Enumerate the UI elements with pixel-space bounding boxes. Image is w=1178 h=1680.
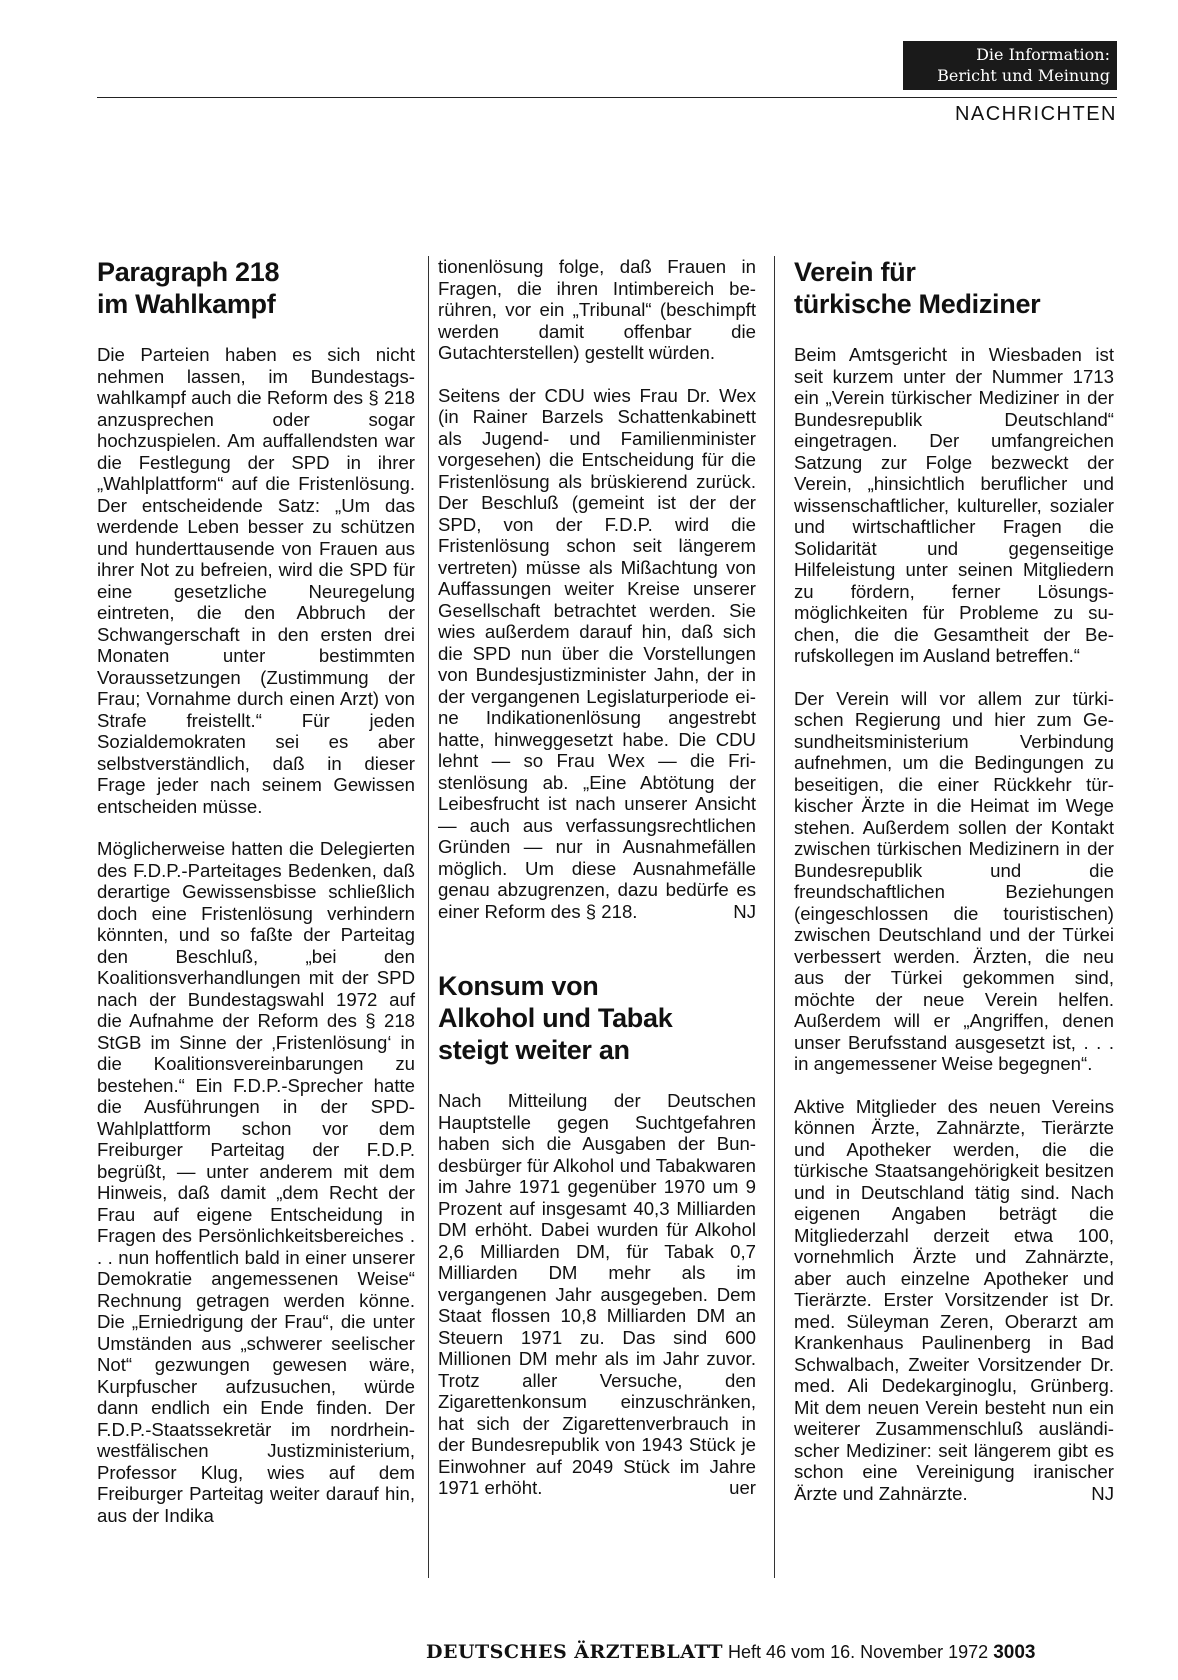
article1-paragraph-4-text: Seitens der CDU wies Frau Dr. Wex (in Rainer Barzels Schattenkabinett als Jugend- und Familienminister vorgesehen) die Entscheidung für die Fristenlösung als brüskierend zurück. Der Beschluß (gemeint ist der der SPD, von der F.D.P. wird die Fristenlösung schon seit längerem vertreten) müsse als Mißachtung von Auffassungen weiter Kreise unserer Gesellschaft betrachtet werden. Sie wies außerdem darauf hin, daß sich die SPD nun über die Vorstellungen von Bundesjustizminister Jahn, der in der vergangenen Legislaturperiode eine Indikationenlösung angestrebt hatte, hinweggesetzt habe. Die CDU lehnt — so Frau Wex — die Fristenlösung ab. „Eine Abtötung der Leibesfrucht ist nach unserer Ansicht — auch aus verfassungsrechtlichen Gründen — nur in Ausnahmefällen möglich. Um diese Ausnahmefälle genau abzugrenzen, dazu bedürfe es einer Reform des § 218. (438, 384, 756, 922)
column-3 (794, 256, 1114, 1525)
article2-signature: uer (729, 1477, 756, 1498)
article3-paragraph-2: Der Verein will vor allem zur türkischen Regierung und hier zum Gesundheitsministerium Verbindung aufnehmen, um die Bedingungen zu beseitigen, die einer Rückkehr türkischer Ärzte in die Heimat im Wege stehen. Außerdem sollen der Kontakt zwischen türkischen Medizinern in der Bundesrepublik und die freundschaftlichen Beziehungen (eingeschlossen die touristischen) zwischen Deutschland und der Türkei verbessert werden. Ärzten, die neu aus der Türkei gekommen sind, möchte der neue Verein helfen. Außerdem will er „Angriffen, denen unser Berufsstand ausgesetzt ist, . . . in angemessener Weise begegnen“. (794, 687, 1114, 1074)
article3-paragraph-3-text: Aktive Mitglieder des neuen Vereins können Ärzte, Zahnärzte, Tierärzte und Apotheker werden, die die türkische Staatsangehörigkeit besitzen und in Deutschland tätig sind. Nach eigenen Angaben beträgt die Mitgliederzahl derzeit etwa 100, vornehmlich Ärzte und Zahnärzte, aber auch einzelne Apotheker und Tierärzte. Erster Vorsitzender ist Dr. med. Süleyman Zeren, Oberarzt am Krankenhaus Paulinenberg in Bad Schwalbach, Zweiter Vorsitzender Dr. med. Ali Dedekarginoglu, Grünberg. Mit dem neuen Verein besteht nun ein weiterer Zusammenschluß ausländischer Mediziner: seit längerem gibt es schon eine Vereinigung iranischer Ärzte und Zahnärzte. (794, 1095, 1114, 1504)
article2-title-line3: steigt weiter an (438, 1035, 630, 1065)
header-label-line2: Bericht und Meinung (937, 66, 1110, 85)
column-divider-1 (428, 256, 429, 1578)
article3-title-line2: türkische Mediziner (794, 289, 1041, 319)
article3-paragraph-3 (794, 1096, 1114, 1505)
footer-issue: Heft 46 vom 16. November 1972 (728, 1642, 989, 1662)
article3-signature: NJ (1091, 1482, 1114, 1504)
article2-paragraph-1 (438, 1090, 756, 1499)
article1-title (97, 256, 415, 320)
column-2 (438, 256, 756, 1520)
header-label-box (903, 41, 1117, 90)
article1-title-line1: Paragraph 218 (97, 257, 280, 287)
section-title: NACHRICHTEN (954, 103, 1117, 125)
article2-title-line1: Konsum von (438, 971, 599, 1001)
header-label-line1: Die Information: (976, 45, 1110, 64)
article3-title (794, 256, 1114, 320)
article1-paragraph-4 (438, 385, 756, 923)
article1-paragraph-3: tionenlösung folge, daß Frauen in Fragen, die ihren Intimbereich berühren, vor ein „Tribunal“ (beschimpft werden damit offenbar die Gutachterstellen) gestellt würden. (438, 256, 756, 363)
article2-paragraph-1-text: Nach Mitteilung der Deutschen Hauptstelle gegen Suchtgefahren haben sich die Ausgaben der Bundesbürger für Alkohol und Tabakwaren im Jahre 1971 gegenüber 1970 um 9 Prozent auf insgesamt 40,3 Milliarden DM erhöht. Dabei wurden für Alkohol 2,6 Milliarden DM, für Tabak 0,7 Milliarden DM mehr als im vergangenen Jahr ausgegeben. Dem Staat flossen 10,8 Milliarden DM an Steuern 1971 zu. Das sind 600 Millionen DM mehr als im Jahr zuvor. Trotz aller Versuche, den Zigarettenkonsum einzuschränken, hat sich der Zigarettenverbrauch in der Bundesrepublik von 1943 Stück je Einwohner auf 2049 Stück im Jahre 1971 erhöht. (438, 1090, 756, 1498)
article3-paragraph-1: Beim Amtsgericht in Wiesbaden ist seit kurzem unter der Nummer 1713 ein „Verein türkischer Mediziner in der Bundesrepublik Deutschland“ eingetragen. Der umfangreichen Satzung zur Folge bezweckt der Verein, „hinsichtlich beruflicher und wissenschaftlicher, kultureller, sozialer und wirtschaftlicher Fragen die Solidarität und gegenseitige Hilfeleistung unter seinen Mitgliedern zu fördern, ferner Lösungsmöglichkeiten für Probleme zu suchen, die die Gesamtheit der Berufskollegen im Ausland betreffen.“ (794, 344, 1114, 666)
column-1 (97, 256, 415, 1547)
article1-paragraph-2: Möglicherweise hatten die Delegierten des F.D.P.-Parteitages Bedenken, daß derartige Gewissensbisse schließlich doch eine Fristenlösung verhindern könnten, und so faßte der Parteitag den Beschluß, „bei den Koalitionsverhandlungen mit der SPD nach der Bundestagswahl 1972 auf die Aufnahme der Reform des § 218 StGB im Sinne der ‚Fristenlösung‘ in die Koalitionsvereinbarungen zu bestehen.“ Ein F.D.P.-Sprecher hatte die Ausführungen in der SPD-Wahlplattform schon vor dem Freiburger Parteitag der F.D.P. begrüßt, — unter anderem mit dem Hinweis, daß damit „dem Recht der Frau auf eigene Entscheidung in Fragen des Persönlichkeitsbereiches . . . nun hoffentlich bald in einer unserer Demokratie angemessenen Weise“ Rechnung getragen werden könne. Die „Erniedrigung der Frau“, die unter Umständen aus „schwerer seelischer Not“ gezwungen gewesen wäre, Kurpfuscher aufzusuchen, würde dann endlich ein Ende finden. Der F.D.P.-Staatssekretär im nordrhein-westfälischen Justizministerium, Professor Klug, wies auf dem Freiburger Parteitag weiter darauf hin, aus der Indika (97, 838, 415, 1526)
article1-title-line2: im Wahlkampf (97, 289, 276, 319)
article2-title (438, 970, 756, 1066)
footer-page-number: 3003 (993, 1642, 1036, 1663)
header-rule (97, 97, 1117, 98)
column-divider-2 (774, 256, 775, 1578)
article2-title-line2: Alkohol und Tabak (438, 1003, 673, 1033)
article1-paragraph-1: Die Parteien haben es sich nicht nehmen lassen, im Bundestagswahlkampf auch die Reform des § 218 anzusprechen oder sogar hochzuspielen. Am auffallendsten war die Festlegung der SPD in ihrer „Wahlplattform“ auf die Fristenlösung. Der entscheidende Satz: „Um das werdende Leben besser zu schützen und hunderttausende von Frauen aus ihrer Not zu befreien, wird die SPD für eine gesetzliche Neuregelung eintreten, die den Abbruch der Schwangerschaft in den ersten drei Monaten unter bestimmten Voraussetzungen (Zustimmung der Frau; Vornahme durch einen Arzt) von Strafe freistellt.“ Für jeden Sozialdemokraten sei es aber selbstverständlich, daß in dieser Frage jeder nach seinem Gewissen entscheiden müsse. (97, 344, 415, 817)
article3-title-line1: Verein für (794, 257, 916, 287)
page-footer (426, 1641, 1116, 1664)
footer-journal: DEUTSCHES ÄRZTEBLATT (426, 1641, 724, 1663)
article1-signature: NJ (733, 900, 756, 922)
